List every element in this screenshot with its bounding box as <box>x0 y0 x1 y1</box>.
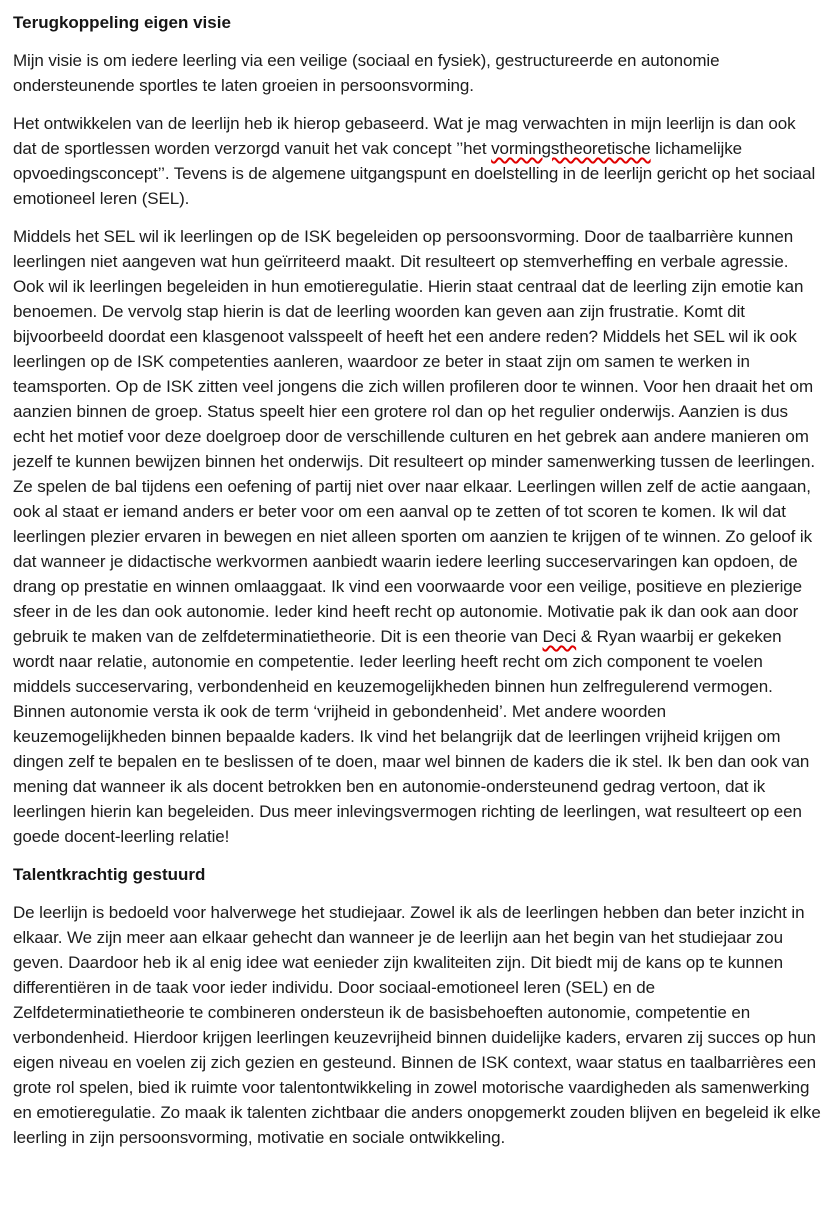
paragraph-visie: Mijn visie is om iedere leerling via een veilige (sociaal en fysiek), gestructureerde en autonomie ondersteunende sportles te laten groeien in persoonsvorming. <box>13 51 720 95</box>
spellcheck-word-deci: Deci <box>542 627 577 646</box>
heading-terugkoppeling-eigen-visie: Terugkoppeling eigen visie <box>13 13 231 32</box>
paragraph-leerlijn-timing: De leerlijn is bedoeld voor halverwege het studiejaar. Zowel ik als de leerlingen hebben dan beter inzicht in elkaar. We zijn meer aan elkaar gehecht dan wanneer je de leerlijn aan het begin van het studiejaar zou geven. Daardoor heb ik al enig idee wat eenieder zijn kwaliteiten zijn. Dit biedt mij de kans op te kunnen differentiëren in de taak voor ieder individu. Door sociaal-emotioneel leren (SEL) en de Zelfdeterminatietheorie te combineren ondersteun ik de basisbehoeften autonomie, competentie en verbondenheid. Hierdoor krijgen leerlingen keuzevrijheid binnen duidelijke kaders, ervaren zij succes op hun eigen niveau en voelen zij zich gezien en gesteund. Binnen de ISK context, waar status en taalbarrières een grote rol spelen, bied ik ruimte voor talentontwikkeling in zowel motorische vaardigheden als samenwerking en emotieregulatie. Zo maak ik talenten zichtbaar die anders onopgemerkt zouden blijven en begeleid ik elke leerling in zijn persoonsvorming, motivatie en sociale ontwikkeling. <box>13 903 821 1147</box>
text-segment: lichamelijke opvoedingsconcept’’. Tevens is de algemene uitgangspunt en doelstelling in de leerlijn gericht op het sociaal emotioneel leren (SEL). <box>13 139 816 208</box>
spellcheck-word-vormingstheoretische: vormingstheoretische <box>491 139 651 158</box>
text-segment: Het ontwikkelen van de leerlijn heb ik hierop gebaseerd. Wat je mag verwachten in mijn leerlijn is dan ook dat de sportlessen worden verzorgd vanuit het vak concept ’’het <box>13 114 796 158</box>
text-segment: & Ryan waarbij er gekeken wordt naar relatie, autonomie en competentie. Ieder leerling heeft recht om zich component te voelen middels succeservaring, verbondenheid en keuzemogelijkheden binnen hun zelfregulerend vermogen. Binnen autonomie versta ik ook de term ‘vrijheid in gebondenheid’. Met andere woorden keuzemogelijkheden binnen bepaalde kaders. Ik vind het belangrijk dat de leerlingen vrijheid krijgen om dingen zelf te bepalen en te beslissen of te doen, maar wel binnen de kaders die ik stel. Ik ben dan ook van mening dat wanneer ik als docent betrokken ben en autonomie-ondersteunend gedrag vertoon, dat ik leerlingen hierin kan begeleiden. Dus meer inlevingsvermogen richting de leerlingen, wat resulteert op een goede docent-leerling relatie! <box>13 627 810 846</box>
paragraph-leerlijn-concept <box>13 111 822 211</box>
paragraph-sel-isk <box>13 224 822 849</box>
heading-talentkrachtig-gestuurd: Talentkrachtig gestuurd <box>13 865 206 884</box>
text-segment: Middels het SEL wil ik leerlingen op de ISK begeleiden op persoonsvorming. Door de taalbarrière kunnen leerlingen niet aangeven wat hun geïrriteerd maakt. Dit resulteert op stemverheffing en verbale agressie. Ook wil ik leerlingen begeleiden in hun emotieregulatie. Hierin staat centraal dat de leerling zijn emotie kan benoemen. De vervolg stap hierin is dat de leerling woorden kan geven aan zijn frustratie. Komt dit bijvoorbeeld doordat een klasgenoot valsspeelt of heeft het een andere reden? Middels het SEL wil ik ook leerlingen op de ISK competenties aanleren, waardoor ze beter in staat zijn om samen te werken in teamsporten. Op de ISK zitten veel jongens die zich willen profileren door te winnen. Voor hen draait het om aanzien binnen de groep. Status speelt hier een grotere rol dan op het regulier onderwijs. Aanzien is dus echt het motief voor deze doelgroep door de verschillende culturen en het gebrek aan andere manieren om jezelf te kunnen bewijzen binnen het onderwijs. Dit resulteert op minder samenwerking tussen de leerlingen. Ze spelen de bal tijdens een oefening of partij niet over naar elkaar. Leerlingen willen zelf de actie aangaan, ook al staat er iemand anders er beter voor om een aanval op te zetten of tot scoren te komen. Ik wil dat leerlingen plezier ervaren in bewegen en niet alleen sporten om aanzien te krijgen of te winnen. Zo geloof ik dat wanneer je didactische werkvormen aanbiedt waarin iedere leerling succeservaringen kan opdoen, de drang op prestatie en winnen omlaaggaat. Ik vind een voorwaarde voor een veilige, positieve en plezierige sfeer in de les dan ook autonomie. Ieder kind heeft recht op autonomie. Motivatie pak ik dan ook aan door gebruik te maken van de zelfdeterminatietheorie. Dit is een theorie van <box>13 227 815 646</box>
